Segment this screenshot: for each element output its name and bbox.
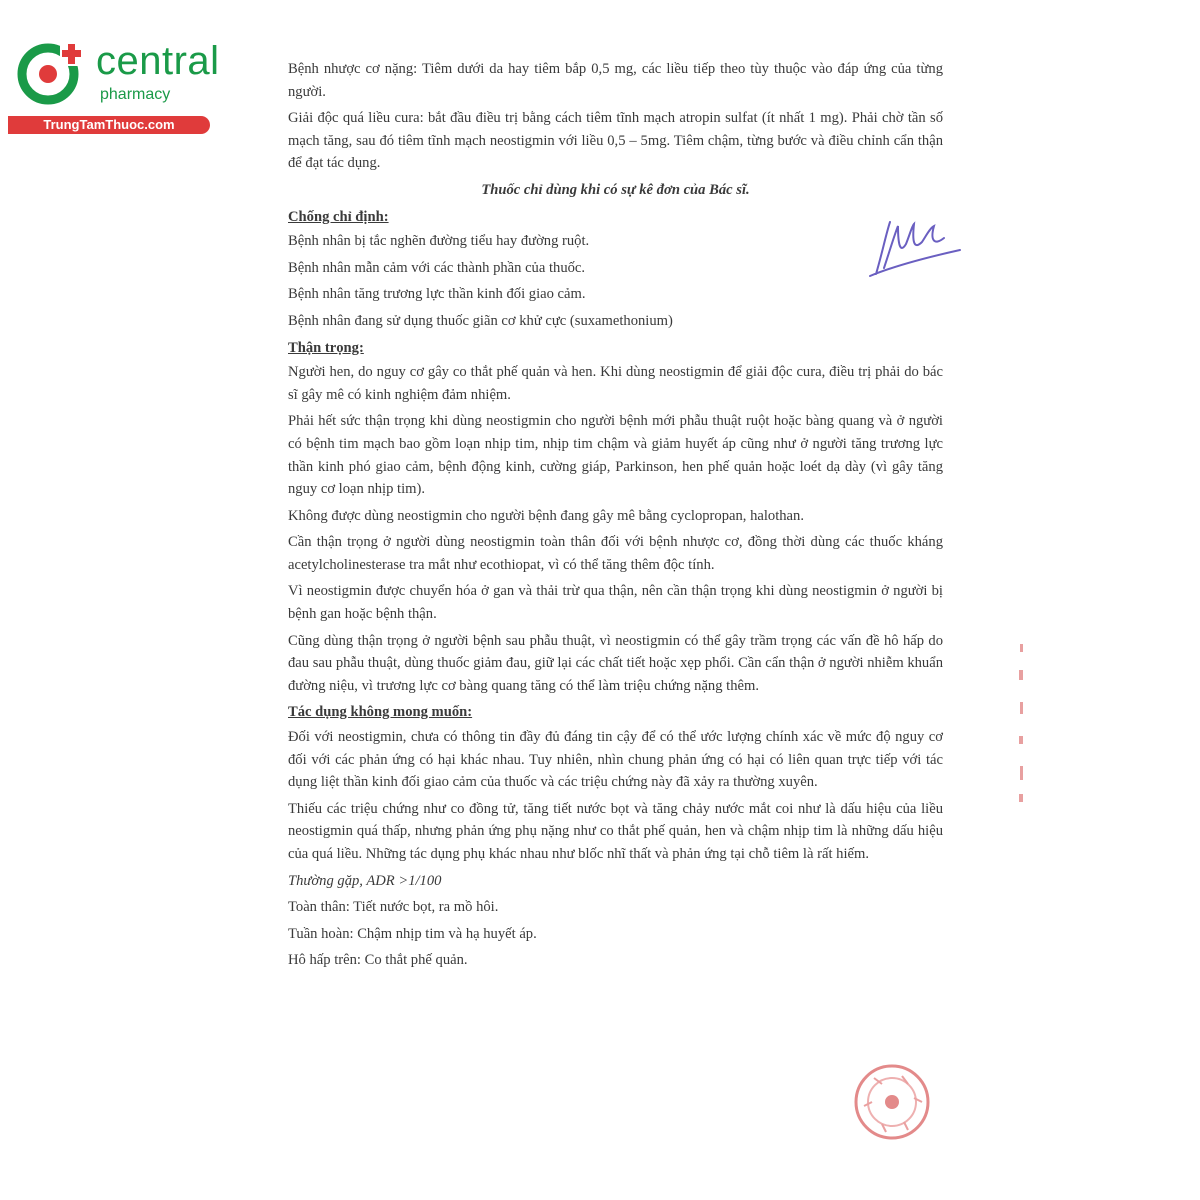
precaution-paragraph: Phải hết sức thận trọng khi dùng neostigmin cho người bệnh mới phẫu thuật ruột hoặc bàng quang và ở người có bệnh tim mạch bao gồm loạn nhịp tim, nhịp tim chậm và giảm huyết áp cũng như ở người tăng trương lực thần kinh phó giao cảm, bệnh động kinh, cường giáp, Parkinson, hen phế quản hoặc loét dạ dày (vì gây tăng nguy cơ loạn nhịp tim).	[288, 413, 943, 498]
precautions-heading: Thận trọng:	[288, 339, 364, 356]
contraindication-item: Bệnh nhân tăng trương lực thần kinh đối giao cảm.	[288, 286, 586, 303]
contraindication-item: Bệnh nhân bị tắc nghẽn đường tiểu hay đường ruột.	[288, 233, 590, 250]
dosage-myasthenia: Bệnh nhược cơ nặng: Tiêm dưới da hay tiêm bắp 0,5 mg, các liều tiếp theo tùy thuộc vào đáp ứng của từng người.	[288, 61, 943, 100]
precaution-paragraph: Cũng dùng thận trọng ở người bệnh sau phẫu thuật, vì neostigmin có thể gây trầm trọng các vấn đề hô hấp do đau sau phẫu thuật, dùng thuốc giảm đau, giữ lại các chất tiết hoặc xẹp phổi. Cần cẩn thận ở người nhiễm khuẩn đường niệu, vì trương lực cơ bàng quang tăng có thể làm triệu chứng nặng thêm.	[288, 632, 943, 694]
brand-name: central	[96, 39, 220, 83]
brand-website[interactable]: TrungTamThuoc.com	[8, 116, 210, 134]
common-adr-label: Thường gặp, ADR >1/100	[288, 872, 442, 889]
precaution-paragraph: Vì neostigmin được chuyển hóa ở gan và thải trừ qua thận, nên cần thận trọng khi dùng neostigmin ở người bị bệnh gan hoặc bệnh thận.	[288, 583, 943, 623]
common-adr-item: Hô hấp trên: Co thắt phế quản.	[288, 952, 468, 969]
dosage-cura-antidote: Giải độc quá liều cura: bắt đầu điều trị bằng cách tiêm tĩnh mạch atropin sulfat (ít nhất 1 mg). Phải chờ tần số mạch tăng, sau đó tiêm tĩnh mạch neostigmin với liều 0,5 – 5mg. Tiêm chậm, từng bước và điều chỉnh cẩn thận để đạt tác dụng.	[288, 110, 943, 172]
central-pharmacy-logo-icon	[14, 36, 86, 108]
adverse-effects-paragraph: Thiếu các triệu chứng như co đồng tử, tăng tiết nước bọt và tăng chảy nước mắt coi như là dấu hiệu của liều neostigmin quá thấp, nhưng phản ứng phụ nặng như co thắt phế quản, hen và chậm nhịp tim là những dấu hiệu của quá liều. Những tác dụng phụ khác nhau như blốc nhĩ thất và phản ứng tại chỗ tiêm là rất hiếm.	[288, 800, 943, 862]
contraindications-heading: Chống chỉ định:	[288, 208, 389, 225]
common-adr-item: Toàn thân: Tiết nước bọt, ra mồ hôi.	[288, 899, 499, 916]
signature-icon	[864, 214, 964, 280]
common-adr-item: Tuần hoàn: Chậm nhịp tim và hạ huyết áp.	[288, 925, 537, 942]
leaflet-text	[288, 58, 943, 976]
precaution-paragraph: Cần thận trọng ở người dùng neostigmin toàn thân đối với bệnh nhược cơ, đồng thời dùng các thuốc kháng acetylcholinesterase tra mắt như ecothiopat, vì có thể tăng thêm độc tính.	[288, 534, 943, 573]
precaution-paragraph: Không được dùng neostigmin cho người bệnh đang gây mê bằng cyclopropan, halothan.	[288, 507, 804, 524]
contraindication-item: Bệnh nhân mẫn cảm với các thành phần của thuốc.	[288, 259, 586, 276]
red-seal-stamp-icon	[852, 1062, 932, 1142]
contraindication-item: Bệnh nhân đang sử dụng thuốc giãn cơ khử cực (suxamethonium)	[288, 312, 673, 329]
brand-tagline: pharmacy	[100, 86, 171, 103]
prescription-note: Thuốc chỉ dùng khi có sự kê đơn của Bác sĩ.	[481, 181, 750, 198]
adverse-effects-paragraph: Đối với neostigmin, chưa có thông tin đầy đủ đáng tin cậy để có thể ước lượng chính xác về mức độ nguy cơ đối với các phản ứng có hại khác nhau. Tuy nhiên, nhìn chung phản ứng có hại có liên quan trực tiếp với tác dụng liệt thần kinh đối giao cảm của thuốc và các triệu chứng này đã xảy ra thường xuyên.	[288, 729, 943, 791]
brand-logo	[8, 30, 218, 140]
red-edge-marks-icon	[1014, 640, 1028, 810]
precaution-paragraph: Người hen, do nguy cơ gây co thắt phế quản và hen. Khi dùng neostigmin để giải độc cura, điều trị phải do bác sĩ gây mê có kinh nghiệm đảm nhiệm.	[288, 364, 943, 403]
adverse-effects-heading: Tác dụng không mong muốn:	[288, 704, 473, 721]
